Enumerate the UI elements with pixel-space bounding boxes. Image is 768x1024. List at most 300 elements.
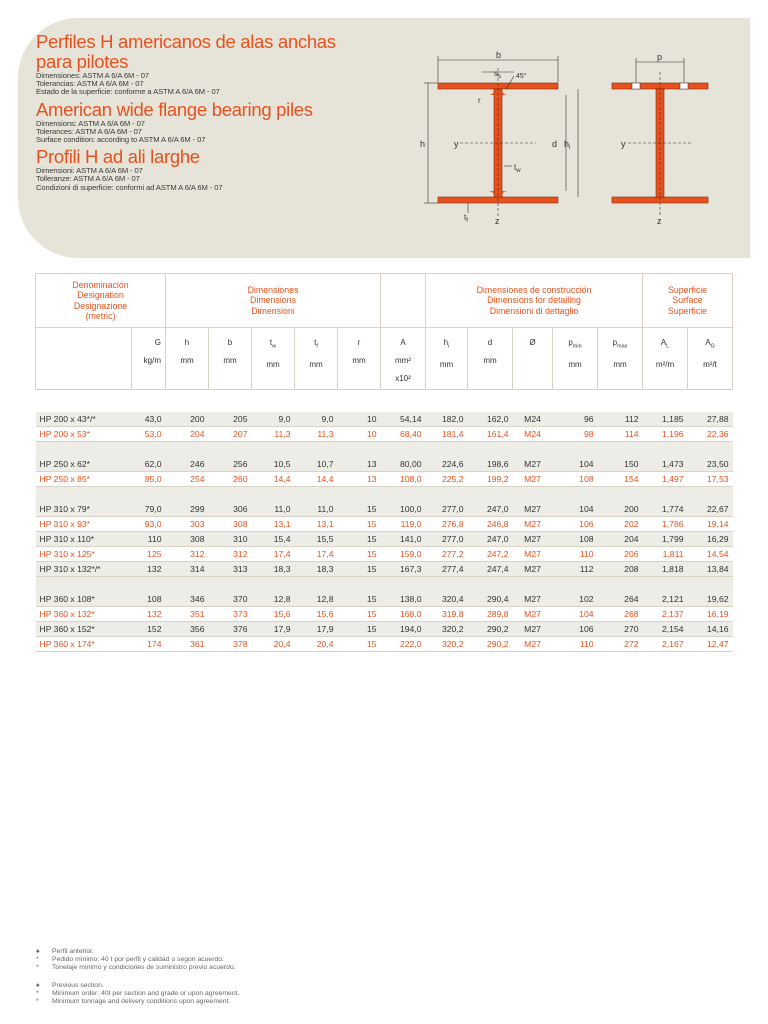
cell-tw: 13,1 bbox=[252, 517, 295, 532]
label-z: z bbox=[495, 216, 500, 226]
cell-tf: 14,4 bbox=[295, 472, 338, 487]
spec-es-surface: Estado de la superficie: conforme a ASTM A 6/A 6M - 07 bbox=[36, 87, 220, 97]
cell-b: 306 bbox=[209, 502, 252, 517]
cell-hi: 182,0 bbox=[426, 412, 468, 427]
cell-ø: M27 bbox=[513, 532, 553, 547]
spec-block-it bbox=[36, 167, 396, 192]
cell-pmin: 110 bbox=[553, 637, 598, 652]
cell-hi: 277,0 bbox=[426, 532, 468, 547]
cell-b: 207 bbox=[209, 427, 252, 442]
profile-designation: HP 250 x 62* bbox=[36, 457, 132, 472]
group-header-line: Dimensioni bbox=[251, 305, 295, 316]
cell-hi: 319,8 bbox=[426, 607, 468, 622]
footnote bbox=[36, 982, 239, 990]
cell-h: 312 bbox=[166, 547, 209, 562]
table-row bbox=[36, 547, 733, 562]
cell-ø: M27 bbox=[513, 607, 553, 622]
cell-b: 310 bbox=[209, 532, 252, 547]
cell-h: 204 bbox=[166, 427, 209, 442]
cell-pmax: 270 bbox=[598, 622, 643, 637]
cell-ø: M27 bbox=[513, 637, 553, 652]
cell-a: 168,0 bbox=[381, 607, 426, 622]
group-header-detailing bbox=[426, 274, 643, 328]
hp-profiles-table bbox=[35, 273, 733, 652]
spec-es-dimensions: Dimensiones: ASTM A 6/A 6M - 07 bbox=[36, 71, 149, 80]
spec-es-tolerances: Tolerancias: ASTM A 6/A 6M - 07 bbox=[36, 79, 144, 89]
cell-ø: M27 bbox=[513, 457, 553, 472]
cell-g: 79,0 bbox=[132, 502, 166, 517]
section-diagram bbox=[418, 48, 738, 238]
column-unit-extra: x10² bbox=[395, 374, 411, 383]
cell-pmax: 204 bbox=[598, 532, 643, 547]
cell-tw: 10,5 bbox=[252, 457, 295, 472]
cell-ag: 19,62 bbox=[688, 592, 733, 607]
cell-b: 376 bbox=[209, 622, 252, 637]
footnote bbox=[36, 956, 239, 964]
cell-hi: 181,4 bbox=[426, 427, 468, 442]
cell-ag: 13,84 bbox=[688, 562, 733, 577]
cell-ag: 19,14 bbox=[688, 517, 733, 532]
cell-tw: 11,3 bbox=[252, 427, 295, 442]
spec-block-en bbox=[36, 120, 396, 145]
unit-cell-pmin bbox=[553, 328, 598, 390]
cell-ø: M27 bbox=[513, 547, 553, 562]
cell-pmax: 206 bbox=[598, 547, 643, 562]
cell-tw: 15,6 bbox=[252, 607, 295, 622]
unit-cell-pmax bbox=[598, 328, 643, 390]
cell-d: 247,0 bbox=[468, 502, 513, 517]
group-gap-row bbox=[36, 442, 733, 457]
cell-al: 2,121 bbox=[643, 592, 688, 607]
cell-tf: 13,1 bbox=[295, 517, 338, 532]
cell-b: 260 bbox=[209, 472, 252, 487]
cell-r: 15 bbox=[338, 502, 381, 517]
cell-h: 246 bbox=[166, 457, 209, 472]
cell-a: 54,14 bbox=[381, 412, 426, 427]
cell-pmin: 106 bbox=[553, 622, 598, 637]
cell-pmax: 200 bbox=[598, 502, 643, 517]
footnote-text: Pedido mínimo: 40 t por perfil y calidad o según acuerdo. bbox=[52, 956, 224, 964]
table-row bbox=[36, 562, 733, 577]
cell-g: 125 bbox=[132, 547, 166, 562]
column-symbol: $t_w$ bbox=[269, 338, 277, 350]
profile-designation: HP 360 x 108* bbox=[36, 592, 132, 607]
spec-en-dimensions: Dimensions: ASTM A 6/A 6M - 07 bbox=[36, 118, 145, 128]
cell-g: 53,0 bbox=[132, 427, 166, 442]
group-gap-row bbox=[36, 487, 733, 502]
cell-pmin: 110 bbox=[553, 547, 598, 562]
cell-ø: M24 bbox=[513, 427, 553, 442]
group-header-line: Dimensions for detailing bbox=[487, 295, 581, 306]
table-header bbox=[36, 274, 733, 390]
cell-h: 356 bbox=[166, 622, 209, 637]
spacer-row bbox=[36, 390, 733, 412]
column-unit: mm bbox=[439, 359, 454, 369]
profile-designation: HP 200 x 53* bbox=[36, 427, 132, 442]
table-row bbox=[36, 502, 733, 517]
column-unit: kg/m bbox=[143, 356, 161, 365]
label-y-right: y bbox=[621, 139, 626, 149]
footnote-symbol: * bbox=[36, 998, 39, 1006]
column-unit: mm bbox=[568, 359, 582, 369]
cell-a: 167,3 bbox=[381, 562, 426, 577]
unit-cell-h bbox=[166, 328, 209, 390]
footnote-group-es bbox=[36, 948, 239, 973]
column-symbol: $A_G$ bbox=[705, 338, 715, 350]
group-header-line: Dimensiones bbox=[247, 284, 299, 295]
cell-d: 290,2 bbox=[468, 637, 513, 652]
table-row bbox=[36, 592, 733, 607]
column-unit: mm bbox=[613, 359, 627, 369]
group-header-line: Dimensiones de construcción bbox=[476, 284, 592, 295]
column-symbol: Ø bbox=[529, 338, 536, 347]
cell-ag: 16,19 bbox=[688, 607, 733, 622]
cell-h: 308 bbox=[166, 532, 209, 547]
cell-hi: 320,4 bbox=[426, 592, 468, 607]
cell-r: 13 bbox=[338, 457, 381, 472]
column-unit: mm bbox=[483, 356, 497, 365]
cell-ag: 27,88 bbox=[688, 412, 733, 427]
column-unit: mm bbox=[223, 356, 237, 365]
cell-g: 62,0 bbox=[132, 457, 166, 472]
cell-tf: 11,0 bbox=[295, 502, 338, 517]
table-body bbox=[36, 390, 733, 652]
cell-al: 1,774 bbox=[643, 502, 688, 517]
unit-cell-ag bbox=[688, 328, 733, 390]
cell-hi: 277,2 bbox=[426, 547, 468, 562]
cell-ag: 17,53 bbox=[688, 472, 733, 487]
footnote bbox=[36, 948, 239, 956]
cell-tf: 12,8 bbox=[295, 592, 338, 607]
cell-b: 378 bbox=[209, 637, 252, 652]
cell-pmin: 108 bbox=[553, 472, 598, 487]
cell-ø: M27 bbox=[513, 472, 553, 487]
label-z-right: z bbox=[657, 216, 662, 226]
table-row bbox=[36, 517, 733, 532]
cell-a: 159,0 bbox=[381, 547, 426, 562]
cell-a: 222,0 bbox=[381, 637, 426, 652]
cell-tw: 14,4 bbox=[252, 472, 295, 487]
unit-cell-b bbox=[209, 328, 252, 390]
cell-d: 162,0 bbox=[468, 412, 513, 427]
cell-tf: 10,7 bbox=[295, 457, 338, 472]
cell-h: 314 bbox=[166, 562, 209, 577]
cell-tw: 17,4 bbox=[252, 547, 295, 562]
spec-en-tolerances: Tolerances: ASTM A 6/A 6M - 07 bbox=[36, 126, 142, 136]
cell-al: 2,137 bbox=[643, 607, 688, 622]
cell-pmin: 98 bbox=[553, 427, 598, 442]
table-row bbox=[36, 427, 733, 442]
title-block bbox=[36, 32, 396, 195]
column-symbol: b bbox=[227, 338, 233, 347]
footnote-text: Previous section. bbox=[52, 981, 104, 989]
cell-pmin: 104 bbox=[553, 457, 598, 472]
cell-pmax: 154 bbox=[598, 472, 643, 487]
group-header-line: Designazione bbox=[73, 300, 128, 311]
cell-h: 299 bbox=[166, 502, 209, 517]
cell-ø: M27 bbox=[513, 562, 553, 577]
group-header-line: Dimensioni di dettaglio bbox=[489, 305, 579, 316]
label-r: r bbox=[478, 96, 481, 105]
footnote bbox=[36, 964, 239, 972]
table-row bbox=[36, 412, 733, 427]
cell-r: 15 bbox=[338, 622, 381, 637]
cell-g: 152 bbox=[132, 622, 166, 637]
cell-b: 313 bbox=[209, 562, 252, 577]
cell-pmax: 114 bbox=[598, 427, 643, 442]
cell-g: 132 bbox=[132, 607, 166, 622]
cell-h: 254 bbox=[166, 472, 209, 487]
cell-g: 132 bbox=[132, 562, 166, 577]
profile-designation: HP 310 x 79* bbox=[36, 502, 132, 517]
unit-header-row bbox=[36, 328, 733, 390]
profile-designation: HP 250 x 85* bbox=[36, 472, 132, 487]
cell-tf: 11,3 bbox=[295, 427, 338, 442]
column-symbol: r bbox=[357, 338, 361, 347]
profile-designation: HP 310 x 93* bbox=[36, 517, 132, 532]
cell-ag: 14,16 bbox=[688, 622, 733, 637]
column-symbol: $p_{min}$ bbox=[568, 338, 582, 350]
footnote-symbol: * bbox=[36, 989, 39, 997]
column-unit: mm bbox=[352, 356, 366, 365]
cell-tf: 9,0 bbox=[295, 412, 338, 427]
cell-hi: 225,2 bbox=[426, 472, 468, 487]
cell-h: 200 bbox=[166, 412, 209, 427]
cell-al: 1,786 bbox=[643, 517, 688, 532]
cell-hi: 276,8 bbox=[426, 517, 468, 532]
cell-d: 198,6 bbox=[468, 457, 513, 472]
cell-hi: 277,4 bbox=[426, 562, 468, 577]
footnote-text: Tonelaje mínimo y condiciones de suministro previo acuerdo. bbox=[52, 964, 236, 972]
label-p: p bbox=[657, 52, 663, 62]
cell-pmax: 150 bbox=[598, 457, 643, 472]
cell-d: 289,8 bbox=[468, 607, 513, 622]
column-symbol: $A_L$ bbox=[660, 338, 670, 350]
cell-ag: 16,29 bbox=[688, 532, 733, 547]
column-symbol: d bbox=[487, 338, 493, 347]
label-tw: $t_w$ bbox=[514, 163, 521, 174]
cell-b: 373 bbox=[209, 607, 252, 622]
unit-cell-d bbox=[468, 328, 513, 390]
cell-ag: 12,47 bbox=[688, 637, 733, 652]
title-es-line1: Perfiles H americanos de alas anchas bbox=[36, 31, 336, 52]
unit-cell-tw bbox=[252, 328, 295, 390]
cell-ø: M27 bbox=[513, 502, 553, 517]
cell-al: 2,167 bbox=[643, 637, 688, 652]
footnotes bbox=[36, 948, 239, 1015]
footnote-group-en bbox=[36, 982, 239, 1007]
spec-it-surface: Condizioni di superficie: conformi ad ASTM A 6/A 6M - 07 bbox=[36, 182, 223, 192]
table-row bbox=[36, 637, 733, 652]
cell-hi: 320,2 bbox=[426, 622, 468, 637]
cell-r: 15 bbox=[338, 517, 381, 532]
column-symbol: G bbox=[154, 338, 161, 347]
cell-a: 80,00 bbox=[381, 457, 426, 472]
cell-pmax: 272 bbox=[598, 637, 643, 652]
group-header-line: Denominación bbox=[72, 279, 129, 290]
footnote bbox=[36, 998, 239, 1006]
table-row bbox=[36, 622, 733, 637]
cell-pmax: 112 bbox=[598, 412, 643, 427]
unit-cell-ø bbox=[513, 328, 553, 390]
footnote-symbol: * bbox=[36, 964, 39, 972]
unit-cell-tf bbox=[295, 328, 338, 390]
group-header-row bbox=[36, 274, 733, 328]
cell-r: 15 bbox=[338, 607, 381, 622]
cell-g: 85,0 bbox=[132, 472, 166, 487]
cell-a: 100,0 bbox=[381, 502, 426, 517]
cell-tf: 15,5 bbox=[295, 532, 338, 547]
cell-pmax: 208 bbox=[598, 562, 643, 577]
column-symbol: h bbox=[184, 338, 190, 347]
cell-d: 290,4 bbox=[468, 592, 513, 607]
table-row bbox=[36, 532, 733, 547]
cell-pmin: 108 bbox=[553, 532, 598, 547]
label-d: d bbox=[552, 139, 558, 149]
group-header-surface bbox=[643, 274, 733, 328]
label-y-left: y bbox=[454, 139, 459, 149]
cell-tf: 18,3 bbox=[295, 562, 338, 577]
group-header-line: Superficie bbox=[667, 284, 708, 295]
cell-b: 312 bbox=[209, 547, 252, 562]
cell-d: 246,8 bbox=[468, 517, 513, 532]
cell-tf: 20,4 bbox=[295, 637, 338, 652]
cell-tf: 17,4 bbox=[295, 547, 338, 562]
column-symbol: A bbox=[400, 338, 406, 347]
footnote-text: Perfil anterior. bbox=[52, 948, 94, 955]
unit-cell-al bbox=[643, 328, 688, 390]
group-header-blank bbox=[381, 274, 426, 328]
footnote bbox=[36, 990, 239, 998]
cell-r: 15 bbox=[338, 547, 381, 562]
profile-designation: HP 310 x 110* bbox=[36, 532, 132, 547]
cell-a: 141,0 bbox=[381, 532, 426, 547]
group-gap-row bbox=[36, 577, 733, 592]
label-h: h bbox=[420, 139, 426, 149]
cell-r: 13 bbox=[338, 472, 381, 487]
cell-tw: 18,3 bbox=[252, 562, 295, 577]
footnote-symbol: ♠ bbox=[36, 948, 40, 955]
spec-it-tolerances: Tolleranze: ASTM A 6/A 6M - 07 bbox=[36, 174, 140, 184]
cell-tw: 11,0 bbox=[252, 502, 295, 517]
group-header-designation bbox=[36, 274, 166, 328]
column-unit: m²/t bbox=[703, 359, 717, 369]
cell-r: 10 bbox=[338, 427, 381, 442]
cell-pmin: 112 bbox=[553, 562, 598, 577]
column-symbol: $p_{max}$ bbox=[612, 338, 628, 350]
unit-cell-g bbox=[132, 328, 166, 390]
cell-a: 194,0 bbox=[381, 622, 426, 637]
cell-tf: 15,6 bbox=[295, 607, 338, 622]
cell-tf: 17,9 bbox=[295, 622, 338, 637]
column-symbol: $t_f$ bbox=[314, 338, 318, 350]
cell-a: 119,0 bbox=[381, 517, 426, 532]
cell-g: 108 bbox=[132, 592, 166, 607]
label-b: b bbox=[496, 50, 502, 60]
cell-d: 161,4 bbox=[468, 427, 513, 442]
title-en: American wide flange bearing piles bbox=[36, 98, 313, 120]
cell-pmin: 106 bbox=[553, 517, 598, 532]
unit-cell-hi bbox=[426, 328, 468, 390]
cell-b: 205 bbox=[209, 412, 252, 427]
cell-g: 93,0 bbox=[132, 517, 166, 532]
cell-b: 370 bbox=[209, 592, 252, 607]
footnote-text: Minimum tonnage and delivery conditions upon agreement. bbox=[52, 998, 231, 1006]
footnote-symbol: ♠ bbox=[36, 981, 40, 989]
table-row bbox=[36, 607, 733, 622]
spec-en-surface: Surface condition: according to ASTM A 6/A 6M - 07 bbox=[36, 135, 206, 145]
title-es-line2: para pilotes bbox=[36, 51, 129, 72]
cell-hi: 320,2 bbox=[426, 637, 468, 652]
cell-pmin: 104 bbox=[553, 607, 598, 622]
column-unit: mm bbox=[180, 356, 194, 365]
profile-designation: HP 360 x 174* bbox=[36, 637, 132, 652]
column-unit: mm² bbox=[395, 356, 412, 365]
cell-d: 199,2 bbox=[468, 472, 513, 487]
cell-d: 290,2 bbox=[468, 622, 513, 637]
cell-h: 361 bbox=[166, 637, 209, 652]
cell-hi: 224,6 bbox=[426, 457, 468, 472]
cell-al: 1,196 bbox=[643, 427, 688, 442]
group-header-line: Superficie bbox=[667, 305, 708, 316]
cell-tw: 12,8 bbox=[252, 592, 295, 607]
cell-pmin: 96 bbox=[553, 412, 598, 427]
profile-designation: HP 360 x 152* bbox=[36, 622, 132, 637]
cell-ø: M27 bbox=[513, 622, 553, 637]
cell-ø: M24 bbox=[513, 412, 553, 427]
column-symbol: $h_i$ bbox=[443, 338, 450, 350]
group-header-line: Dimensions bbox=[250, 295, 296, 306]
cell-a: 108,0 bbox=[381, 472, 426, 487]
cell-al: 2,154 bbox=[643, 622, 688, 637]
cell-r: 15 bbox=[338, 637, 381, 652]
cell-ag: 23,50 bbox=[688, 457, 733, 472]
group-header-dimensions bbox=[166, 274, 381, 328]
cell-al: 1,811 bbox=[643, 547, 688, 562]
footnote-text: Minimum order: 40t per section and grade or upon agreement. bbox=[52, 989, 240, 997]
cell-h: 351 bbox=[166, 607, 209, 622]
cell-r: 15 bbox=[338, 592, 381, 607]
cell-g: 174 bbox=[132, 637, 166, 652]
cell-a: 138,0 bbox=[381, 592, 426, 607]
group-header-line: Designation bbox=[77, 290, 124, 300]
label-hi: $h_i$ bbox=[564, 139, 571, 151]
spec-it-dimensions: Dimensioni: ASTM A 6/A 6M - 07 bbox=[36, 166, 143, 176]
cell-a: 68,40 bbox=[381, 427, 426, 442]
profile-designation: HP 360 x 132* bbox=[36, 607, 132, 622]
cell-r: 15 bbox=[338, 562, 381, 577]
cell-r: 15 bbox=[338, 532, 381, 547]
cell-h: 346 bbox=[166, 592, 209, 607]
cell-hi: 277,0 bbox=[426, 502, 468, 517]
cell-h: 303 bbox=[166, 517, 209, 532]
label-s: $s_s$ bbox=[494, 69, 501, 80]
cell-g: 110 bbox=[132, 532, 166, 547]
cell-al: 1,185 bbox=[643, 412, 688, 427]
cell-tw: 20,4 bbox=[252, 637, 295, 652]
column-unit: m²/m bbox=[655, 359, 675, 369]
profile-designation: HP 310 x 125* bbox=[36, 547, 132, 562]
cell-r: 10 bbox=[338, 412, 381, 427]
cell-pmax: 202 bbox=[598, 517, 643, 532]
cell-pmax: 268 bbox=[598, 607, 643, 622]
column-unit: mm bbox=[266, 359, 280, 369]
unit-cell-designation bbox=[36, 328, 132, 390]
table-row bbox=[36, 457, 733, 472]
cell-ø: M27 bbox=[513, 517, 553, 532]
cell-g: 43,0 bbox=[132, 412, 166, 427]
unit-cell-r bbox=[338, 328, 381, 390]
